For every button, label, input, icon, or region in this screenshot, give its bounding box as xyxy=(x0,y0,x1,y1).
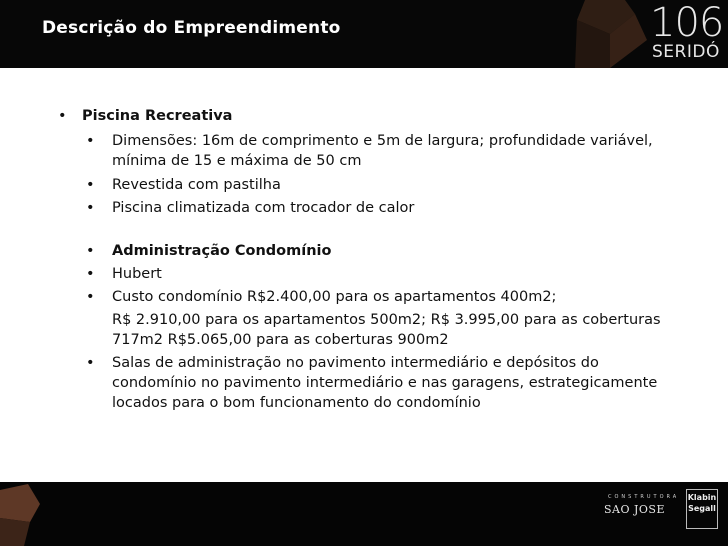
brand-number: 106 xyxy=(650,0,724,46)
header-bar xyxy=(0,0,728,68)
construtora-label: CONSTRUTORA xyxy=(608,494,680,500)
item-text: Custo condomínio R$2.400,00 para os apartamentos 400m2; xyxy=(112,289,557,305)
sao-jose-logo: SAO JOSE xyxy=(604,503,665,516)
bullet-icon: • xyxy=(86,243,95,259)
brand-name: SERIDÓ xyxy=(652,42,720,62)
item-text: Hubert xyxy=(112,266,162,282)
cube-decoration xyxy=(0,482,40,546)
item-text: R$ 2.910,00 para os apartamentos 500m2; R$ 3.995,00 para as coberturas 717m2 R$5.065,00 para as coberturas 900m2 xyxy=(112,312,661,348)
section-title-piscina: Piscina Recreativa xyxy=(82,108,233,124)
bullet-icon: • xyxy=(86,355,95,371)
item-text: Dimensões: 16m de comprimento e 5m de largura; profundidade variável, mínima de 15 e máxima de 50 cm xyxy=(112,133,653,169)
bullet-icon: • xyxy=(86,133,95,149)
cube-decoration xyxy=(565,0,655,68)
klabin-segall-logo: Klabin Segall xyxy=(686,489,718,529)
bullet-icon: • xyxy=(86,266,95,282)
item-text: Salas de administração no pavimento intermediário e depósitos do condomínio no pavimento intermediário e nas garagens, estrategicamente locados para o bom funcionamento do condomínio xyxy=(112,355,658,411)
page-title: Descrição do Empreendimento xyxy=(42,18,341,38)
bullet-icon: • xyxy=(86,177,95,193)
bullet-icon: • xyxy=(86,289,95,305)
section-title-admin: Administração Condomínio xyxy=(112,243,332,259)
bullet-icon: • xyxy=(86,200,95,216)
bullet-icon: • xyxy=(58,108,67,124)
item-text: Revestida com pastilha xyxy=(112,177,281,193)
item-text: Piscina climatizada com trocador de calor xyxy=(112,200,415,216)
